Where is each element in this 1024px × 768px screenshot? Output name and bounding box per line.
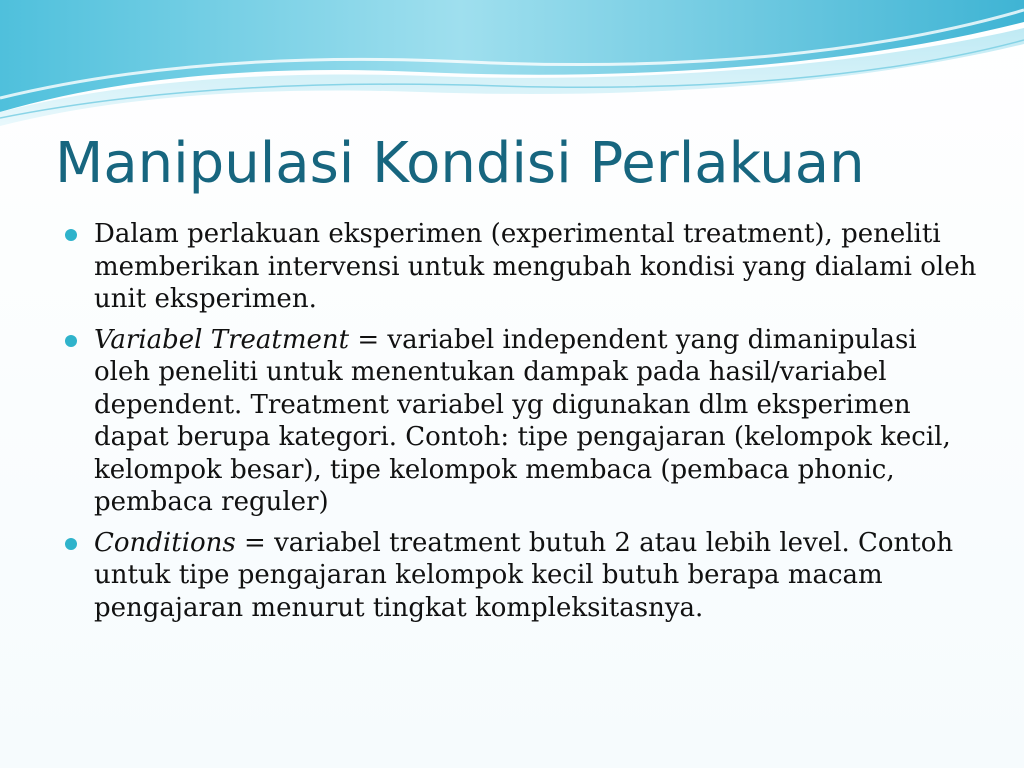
bullet-item [64, 324, 979, 519]
bullet-dot-icon [65, 538, 77, 550]
bullet-text: Dalam perlakuan eksperimen (experimental treatment), peneliti memberikan intervensi untuk mengubah kondisi yang dialami oleh unit eksperimen. [94, 219, 977, 314]
slide-title: Manipulasi Kondisi Perlakuan [55, 131, 865, 196]
bullet-lead: Variabel Treatment [94, 324, 350, 355]
bullet-item [64, 218, 979, 316]
bullet-dot-icon [65, 335, 77, 347]
bullet-text: = variabel treatment butuh 2 atau lebih level. Contoh untuk tipe pengajaran kelompok kecil butuh berapa macam pengajaran menurut tingkat kompleksitasnya. [94, 527, 954, 623]
bullet-dot-icon [65, 229, 77, 241]
bullet-lead: Conditions [94, 527, 236, 558]
decorative-wave-header [0, 0, 1024, 130]
bullet-item [64, 527, 979, 625]
bullet-list [64, 218, 979, 632]
bullet-text: = variabel independent yang dimanipulasi oleh peneliti untuk menentukan dampak pada hasil/variabel dependent. Treatment variabel yg digunakan dlm eksperimen dapat berupa kategori. Contoh: tipe pengajaran (kelompok kecil, kelompok besar), tipe kelompok membaca (pembaca phonic, pembaca reguler) [94, 324, 951, 517]
